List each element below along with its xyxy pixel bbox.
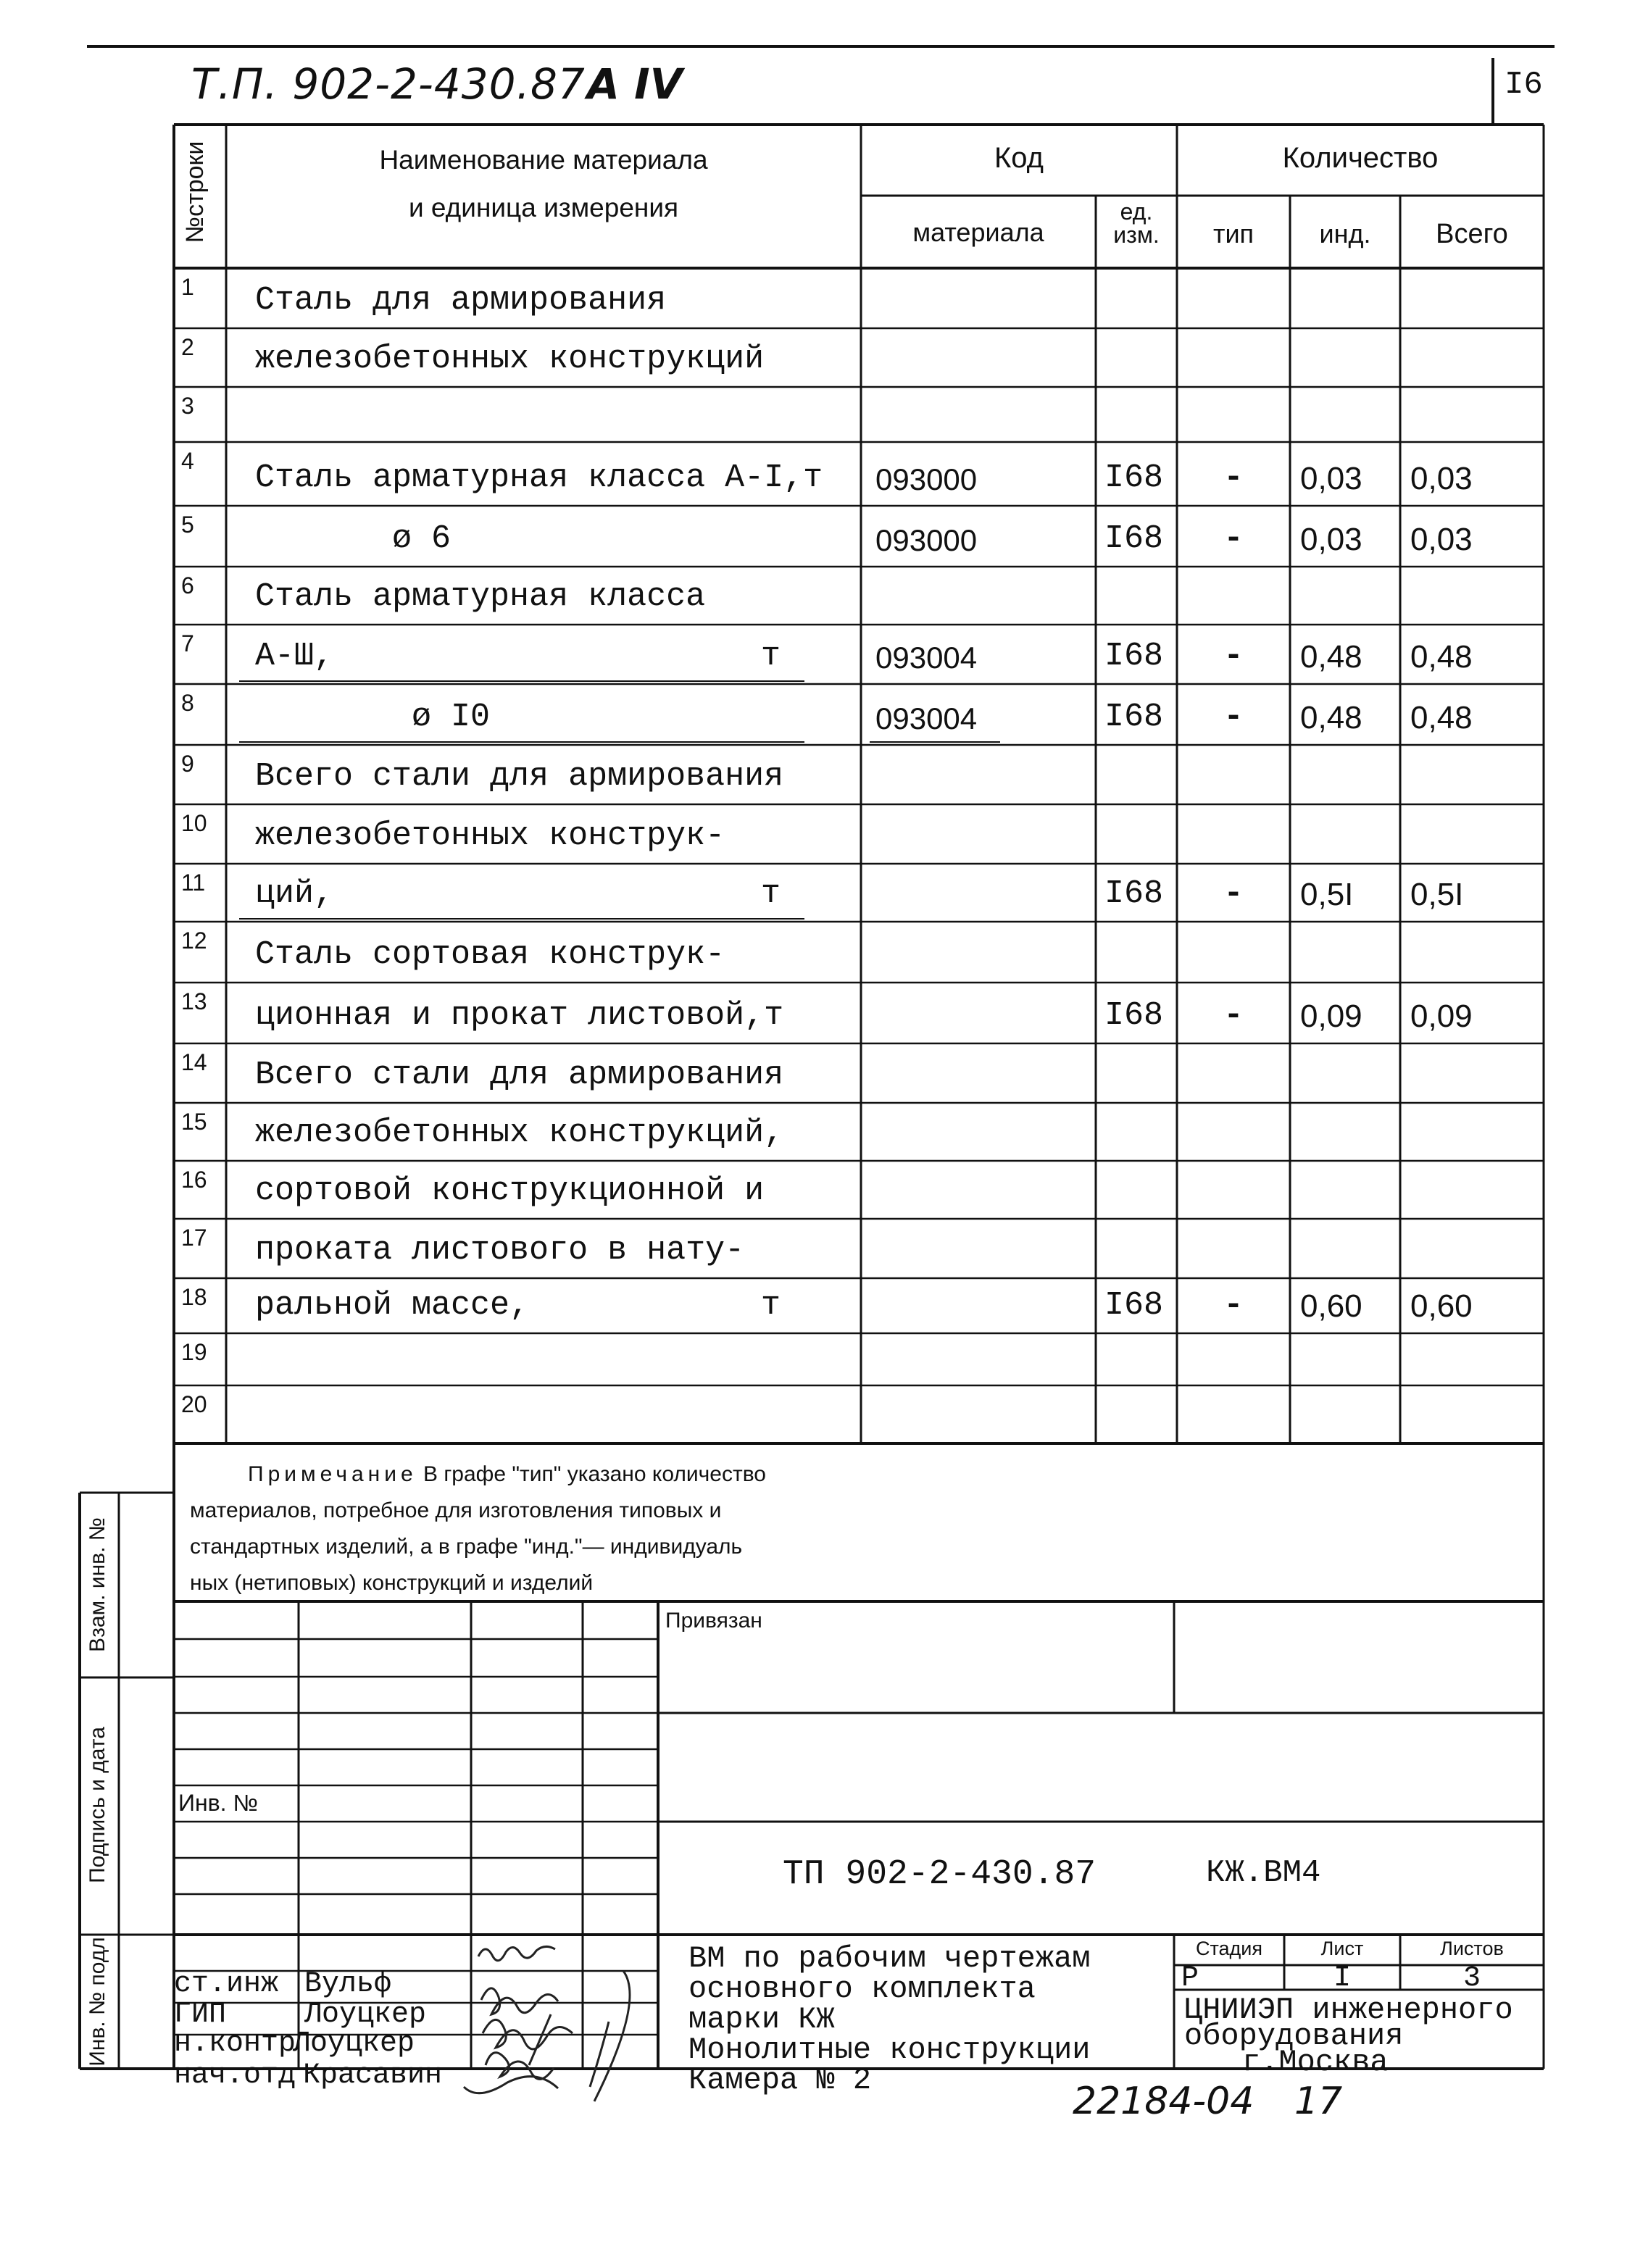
order-number: 22184-04 xyxy=(1073,2080,1254,2123)
sheets-value: 3 xyxy=(1462,1962,1481,1995)
row-name: Сталь для армирования xyxy=(255,282,667,319)
sheet-label: Лист xyxy=(1320,1938,1364,1959)
row-name: ø 6 xyxy=(255,520,452,557)
row-total-qty: 0,48 xyxy=(1410,700,1473,735)
total-header: Всего xyxy=(1436,219,1508,249)
row-name: проката листового в нату- xyxy=(255,1232,745,1269)
person-3-name: Лоуцкер xyxy=(293,2027,415,2060)
row-ind-qty: 0,60 xyxy=(1300,1288,1362,1324)
note-title: Примечание xyxy=(248,1462,417,1486)
desc-line1: ВМ по рабочим чертежам xyxy=(688,1941,1091,1976)
person-4-role: нач.отд xyxy=(174,2059,296,2092)
row-unit-code: I68 xyxy=(1104,638,1164,675)
person-2-name: Лоуцкер xyxy=(304,1998,427,2031)
desc-line4: Монолитные конструкции xyxy=(688,2033,1091,2067)
row-name: Сталь арматурная класса xyxy=(255,578,706,615)
row-total-qty: 0,09 xyxy=(1410,998,1473,1034)
note-line2: материалов, потребное для изготовления типовых и xyxy=(190,1498,722,1522)
signature-4 xyxy=(486,2022,609,2087)
org-line1: ЦНИИЭП инженерного xyxy=(1184,1993,1513,2027)
row-unit-code: I68 xyxy=(1104,875,1164,912)
person-3-role: н.контр xyxy=(174,2027,296,2060)
row-total-qty: 0,48 xyxy=(1410,639,1473,675)
desc-line5: Камера № 2 xyxy=(688,2063,872,2098)
row-type-qty: - xyxy=(1223,520,1244,557)
row-number: 12 xyxy=(181,927,207,954)
row-number: 7 xyxy=(181,630,194,656)
row-unit-code: I68 xyxy=(1104,459,1164,496)
row-total-qty: 0,5I xyxy=(1410,877,1464,912)
unit-header: ед. изм. xyxy=(1113,199,1160,248)
row-unit-code: I68 xyxy=(1104,1287,1164,1324)
signature-2 xyxy=(481,1988,558,2014)
type-header: тип xyxy=(1212,219,1254,249)
row-material-code: 093000 xyxy=(875,462,978,496)
row-total-qty: 0,03 xyxy=(1410,522,1473,557)
row-name: ционная и прокат листовой,т xyxy=(255,997,784,1034)
row-ind-qty: 0,48 xyxy=(1300,639,1362,675)
name-header-line1: Наименование материала xyxy=(379,145,708,175)
code-header: Код xyxy=(994,142,1044,174)
row-number: 1 xyxy=(181,274,194,300)
desc-line3: марки КЖ xyxy=(688,2002,835,2037)
person-1-role: ст.инж xyxy=(174,1968,279,2001)
page-number: 17 xyxy=(1294,2080,1343,2123)
row-number: 11 xyxy=(181,870,206,896)
row-number: 8 xyxy=(181,690,194,716)
row-number: 15 xyxy=(181,1109,207,1135)
title-doc-code: ТП 902-2-430.87 xyxy=(783,1855,1097,1894)
material-code-header: материала xyxy=(912,217,1044,247)
row-material-code: 093004 xyxy=(875,641,978,675)
row-type-qty: - xyxy=(1223,699,1244,735)
sheet-value: I xyxy=(1333,1962,1351,1995)
row-ind-qty: 0,03 xyxy=(1300,461,1362,496)
row-number: 19 xyxy=(181,1339,207,1365)
row-number: 13 xyxy=(181,988,207,1014)
row-number: 9 xyxy=(181,751,194,777)
person-4-name: Красавин xyxy=(303,2059,443,2092)
row-name: Всего стали для армирования xyxy=(255,758,784,795)
row-type-qty: - xyxy=(1223,875,1244,912)
individual-header: инд. xyxy=(1319,219,1371,249)
row-number: 10 xyxy=(181,810,207,836)
org-line2: оборудования xyxy=(1184,2019,1404,2054)
note-line4: ных (нетиповых) конструкций и изделий xyxy=(190,1571,594,1595)
row-material-code: 093004 xyxy=(875,701,978,735)
row-number: 18 xyxy=(181,1284,207,1310)
row-number: 14 xyxy=(181,1049,207,1075)
album-number: А IV xyxy=(587,59,683,109)
row-total-qty: 0,60 xyxy=(1410,1288,1473,1324)
row-name: железобетонных конструк- xyxy=(255,817,725,854)
row-number: 2 xyxy=(181,334,194,360)
row-name: сортовой конструкционной и xyxy=(255,1172,765,1209)
privyazan-label: Привязан xyxy=(665,1609,762,1633)
inventory-number-label: Инв. № xyxy=(178,1790,258,1816)
row-ind-qty: 0,48 xyxy=(1300,700,1362,735)
person-2-role: ГИП xyxy=(174,1998,227,2031)
row-type-qty: - xyxy=(1223,638,1244,675)
row-ind-qty: 0,09 xyxy=(1300,998,1362,1034)
row-unit-suffix: т xyxy=(761,875,781,912)
org-line3: г.Москва xyxy=(1242,2045,1389,2080)
row-type-qty: - xyxy=(1223,1287,1244,1324)
person-1-name: Вульф xyxy=(304,1968,392,2001)
side-label-podpis: Подпись и дата xyxy=(86,1727,109,1883)
row-name: Сталь сортовая конструк- xyxy=(255,936,725,973)
row-unit-code: I68 xyxy=(1104,520,1164,557)
row-unit-code: I68 xyxy=(1104,699,1164,735)
row-ind-qty: 0,03 xyxy=(1300,522,1362,557)
row-number: 3 xyxy=(181,393,194,419)
row-number: 16 xyxy=(181,1167,207,1193)
row-name: железобетонных конструкций xyxy=(255,341,765,378)
row-material-code: 093000 xyxy=(875,523,978,557)
row-name: железобетонных конструкций, xyxy=(255,1114,784,1151)
desc-line2: основного комплекта xyxy=(688,1972,1036,2006)
row-type-qty: - xyxy=(1223,997,1244,1034)
row-number: 6 xyxy=(181,572,194,599)
stage-value: Р xyxy=(1181,1962,1199,1995)
row-number: 5 xyxy=(181,512,194,538)
name-header-line2: и единица измерения xyxy=(408,193,679,222)
row-unit-suffix: т xyxy=(761,1287,781,1324)
row-name: А-Ш, xyxy=(255,638,334,675)
row-number-header-text: №строки xyxy=(181,141,209,243)
row-number: 4 xyxy=(181,448,194,474)
quantity-header: Количество xyxy=(1282,142,1439,174)
row-unit-code: I68 xyxy=(1104,997,1164,1034)
title-mark: КЖ.ВМ4 xyxy=(1206,1855,1321,1891)
signature-3 xyxy=(483,2014,573,2065)
row-total-qty: 0,03 xyxy=(1410,461,1473,496)
sheet-number: I6 xyxy=(1505,67,1543,103)
note-line3: стандартных изделий, а в графе "инд."— индивидуаль xyxy=(190,1535,743,1559)
row-number: 20 xyxy=(181,1391,207,1417)
note-line1: В графе "тип" указано количество xyxy=(423,1462,766,1486)
signature-1 xyxy=(478,1946,555,1960)
row-name: ральной массе, xyxy=(255,1287,530,1324)
row-type-qty: - xyxy=(1223,459,1244,496)
row-name: Всего стали для армирования xyxy=(255,1056,784,1093)
stage-label: Стадия xyxy=(1195,1938,1263,1959)
side-label-inv-podl: Инв. № подл xyxy=(86,1937,109,2067)
row-name: Сталь арматурная класса А-I,т xyxy=(255,459,823,496)
row-unit-suffix: т xyxy=(761,638,781,675)
row-name: ций, xyxy=(255,875,334,912)
row-name: ø I0 xyxy=(255,699,491,735)
sheets-label: Листов xyxy=(1440,1938,1504,1959)
side-label-vzam: Взам. инв. № xyxy=(86,1517,109,1652)
document-number: Т.П. 902-2-430.87 xyxy=(191,59,586,109)
row-ind-qty: 0,5I xyxy=(1300,877,1354,912)
row-number: 17 xyxy=(181,1225,207,1251)
